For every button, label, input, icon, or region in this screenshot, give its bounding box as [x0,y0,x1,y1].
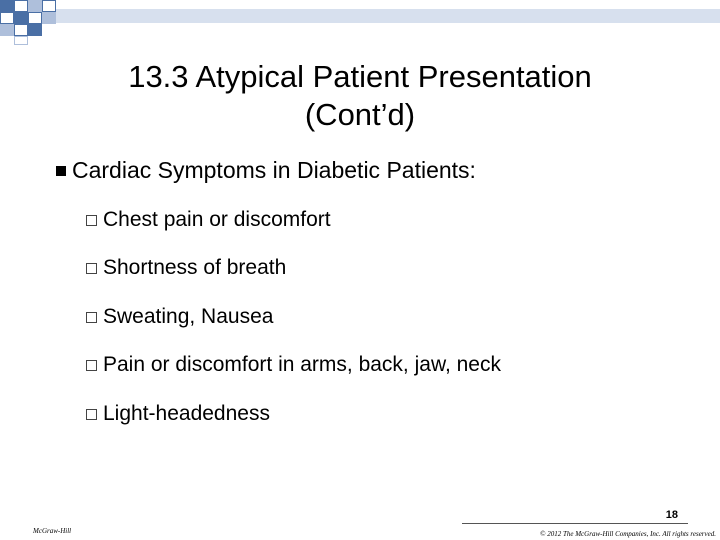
footer-publisher: McGraw-Hill [33,527,72,535]
slide-title-line-2: (Cont’d) [304,97,416,132]
page-number: 18 [665,509,678,521]
sub-bullet-text: Shortness of breath [103,256,287,279]
footer-divider [462,523,688,524]
slide-title [40,58,680,134]
sub-bullet-text: Chest pain or discomfort [103,208,331,231]
checkbox-bullet-icon [86,215,97,226]
sub-bullet-text: Sweating, Nausea [103,305,274,328]
checkbox-bullet-icon [86,263,97,274]
sub-bullet-text: Pain or discomfort in arms, back, jaw, neck [103,353,501,376]
square-bullet-icon [56,166,66,176]
corner-decoration [0,0,720,45]
checkbox-bullet-icon [86,360,97,371]
slide-title-line-1: 13.3 Atypical Patient Presentation [128,59,592,94]
sub-bullet-text: Light-headedness [103,402,270,425]
checkbox-bullet-icon [86,312,97,323]
main-bullet-text: Cardiac Symptoms in Diabetic Patients: [72,157,476,183]
checkbox-bullet-icon [86,409,97,420]
footer-copyright: © 2012 The McGraw-Hill Companies, Inc. All rights reserved. [540,530,716,538]
